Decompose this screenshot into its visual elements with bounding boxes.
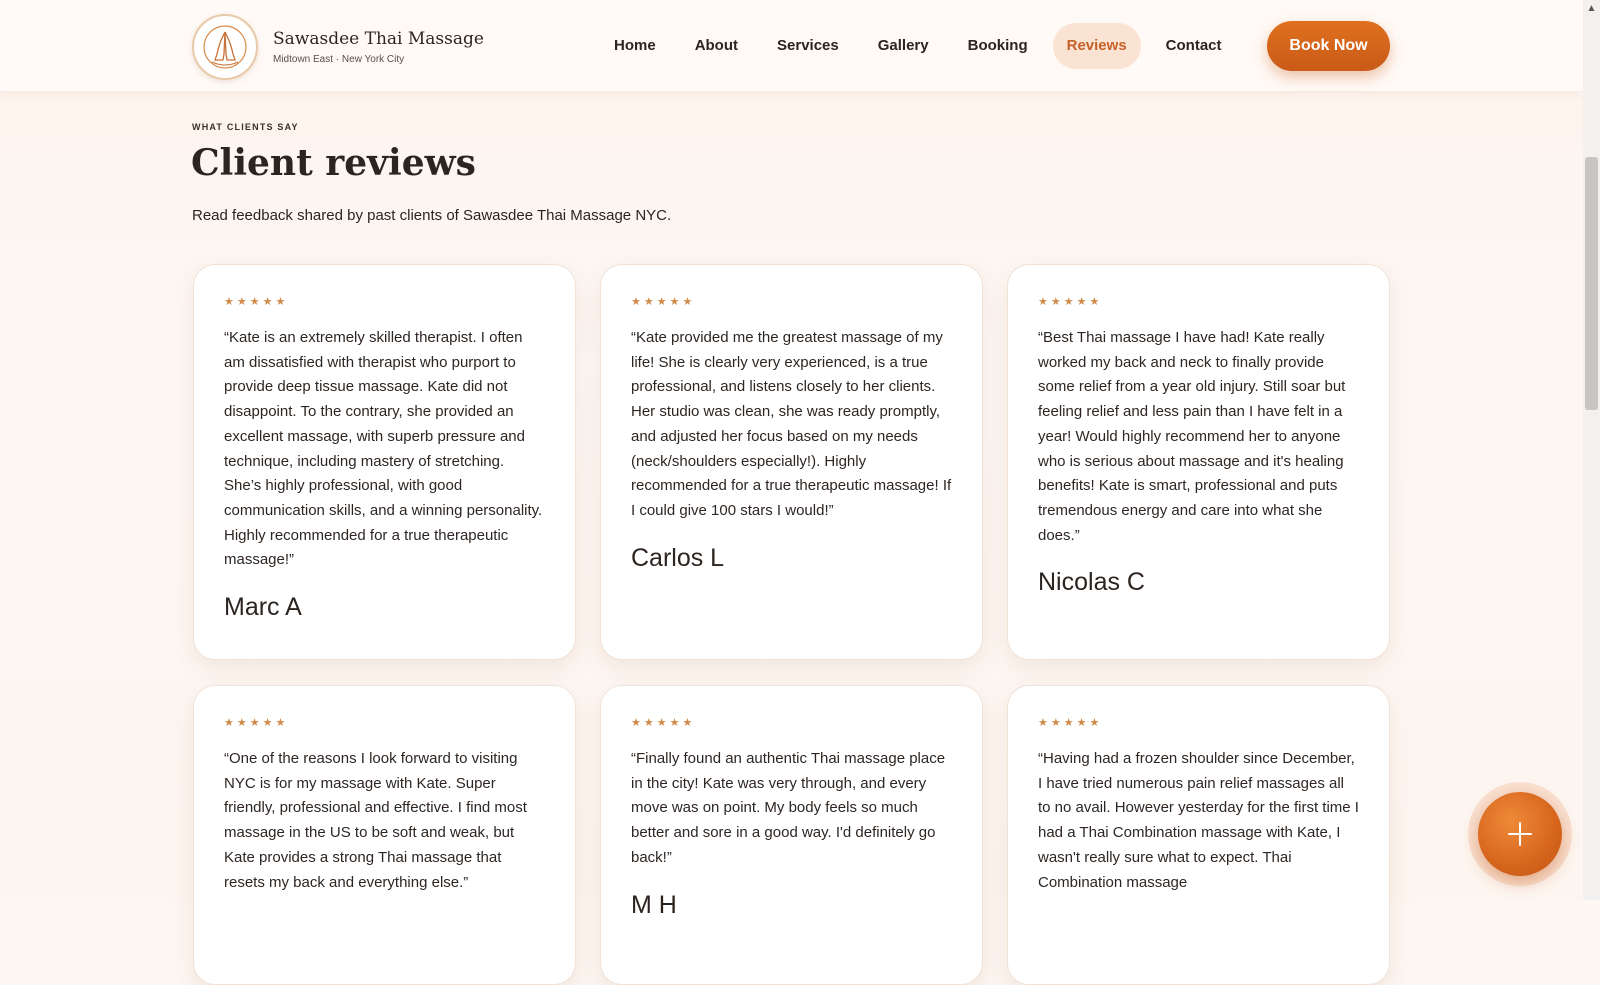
nav-item-booking[interactable]: Booking <box>967 37 1028 54</box>
review-card <box>1007 685 1390 985</box>
page-title: Client reviews <box>191 142 476 184</box>
site-header <box>0 0 1583 91</box>
section-eyebrow: WHAT CLIENTS SAY <box>192 122 299 132</box>
brand[interactable] <box>192 14 484 80</box>
nav-item-about[interactable]: About <box>694 37 739 54</box>
review-author: Marc A <box>224 593 302 622</box>
brand-subtitle: Midtown East · New York City <box>273 54 405 65</box>
nav-item-gallery[interactable]: Gallery <box>877 37 929 54</box>
main-nav <box>600 23 1247 69</box>
brand-name: Sawasdee Thai Massage <box>273 29 484 49</box>
add-fab-button[interactable] <box>1478 792 1562 876</box>
star-rating: ★★★★★ <box>224 717 289 729</box>
book-now-button[interactable]: Book Now <box>1267 21 1390 71</box>
review-card <box>600 685 983 985</box>
review-quote: “Kate provided me the greatest massage of my life! She is clearly very experienced, is a true professional, and listens closely to her clients. Her studio was clean, she was ready promptly, and adjusted her focus based on my needs (neck/shoulders especially!). Highly recommended for a true therapeutic massage! If I could give 100 stars I would!” <box>631 329 952 519</box>
review-author: Nicolas C <box>1038 568 1145 597</box>
page-scrollbar[interactable] <box>1583 0 1600 900</box>
page-subtitle: Read feedback shared by past clients of Sawasdee Thai Massage NYC. <box>192 207 672 224</box>
nav-item-reviews[interactable]: Reviews <box>1053 23 1141 69</box>
star-rating: ★★★★★ <box>631 717 696 729</box>
nav-item-services[interactable]: Services <box>777 37 839 54</box>
review-card <box>193 685 576 985</box>
review-author: Carlos L <box>631 543 725 572</box>
star-rating: ★★★★★ <box>1038 717 1103 729</box>
star-rating: ★★★★★ <box>631 296 696 308</box>
praying-hands-logo <box>192 14 258 80</box>
star-rating: ★★★★★ <box>224 296 289 308</box>
star-rating: ★★★★★ <box>1038 296 1103 308</box>
review-card <box>1007 264 1390 660</box>
review-card <box>193 264 576 660</box>
scrollbar-thumb[interactable] <box>1585 157 1598 410</box>
plus-icon <box>1507 821 1533 847</box>
nav-item-home[interactable]: Home <box>614 37 656 54</box>
review-quote: “Having had a frozen shoulder since December, I have tried numerous pain relief massages all to no avail. However yesterday for the first time I had a Thai Combination massage with Kate, I wasn't really sure what to expect. Thai Combination massage <box>1038 750 1359 891</box>
review-quote: “One of the reasons I look forward to visiting NYC is for my massage with Kate. Super friendly, professional and effective. I find most massage in the US to be soft and weak, but Kate provides a strong Thai massage that resets my back and everything else.” <box>224 750 527 891</box>
review-quote: “Best Thai massage I have had! Kate really worked my back and neck to finally provide some relief from a year old injury. Still soar but feeling relief and less pain than I have felt in a year! Would highly recommend her to anyone who is serious about massage and it's healing benefits! Kate is smart, professional and puts tremendous energy and care into what she does.” <box>1038 329 1346 544</box>
nav-item-contact[interactable]: Contact <box>1165 37 1222 54</box>
review-card <box>600 264 983 660</box>
scroll-up-arrow-icon[interactable]: ▲ <box>1586 3 1597 14</box>
review-quote: “Finally found an authentic Thai massage place in the city! Kate was very through, and every move was on point. My body feels so much better and sore in a good way. I'd definitely go back!” <box>631 750 946 866</box>
review-quote: “Kate is an extremely skilled therapist. I often am dissatisfied with therapist who purport to provide deep tissue massage. Kate did not disappoint. To the contrary, she provided an excellent massage, with superb pressure and technique, including mastery of stretching. She’s highly professional, with good communication skills, and a winning personality. Highly recommended for a true therapeutic massage!” <box>224 329 543 569</box>
review-author: M H <box>631 890 677 919</box>
